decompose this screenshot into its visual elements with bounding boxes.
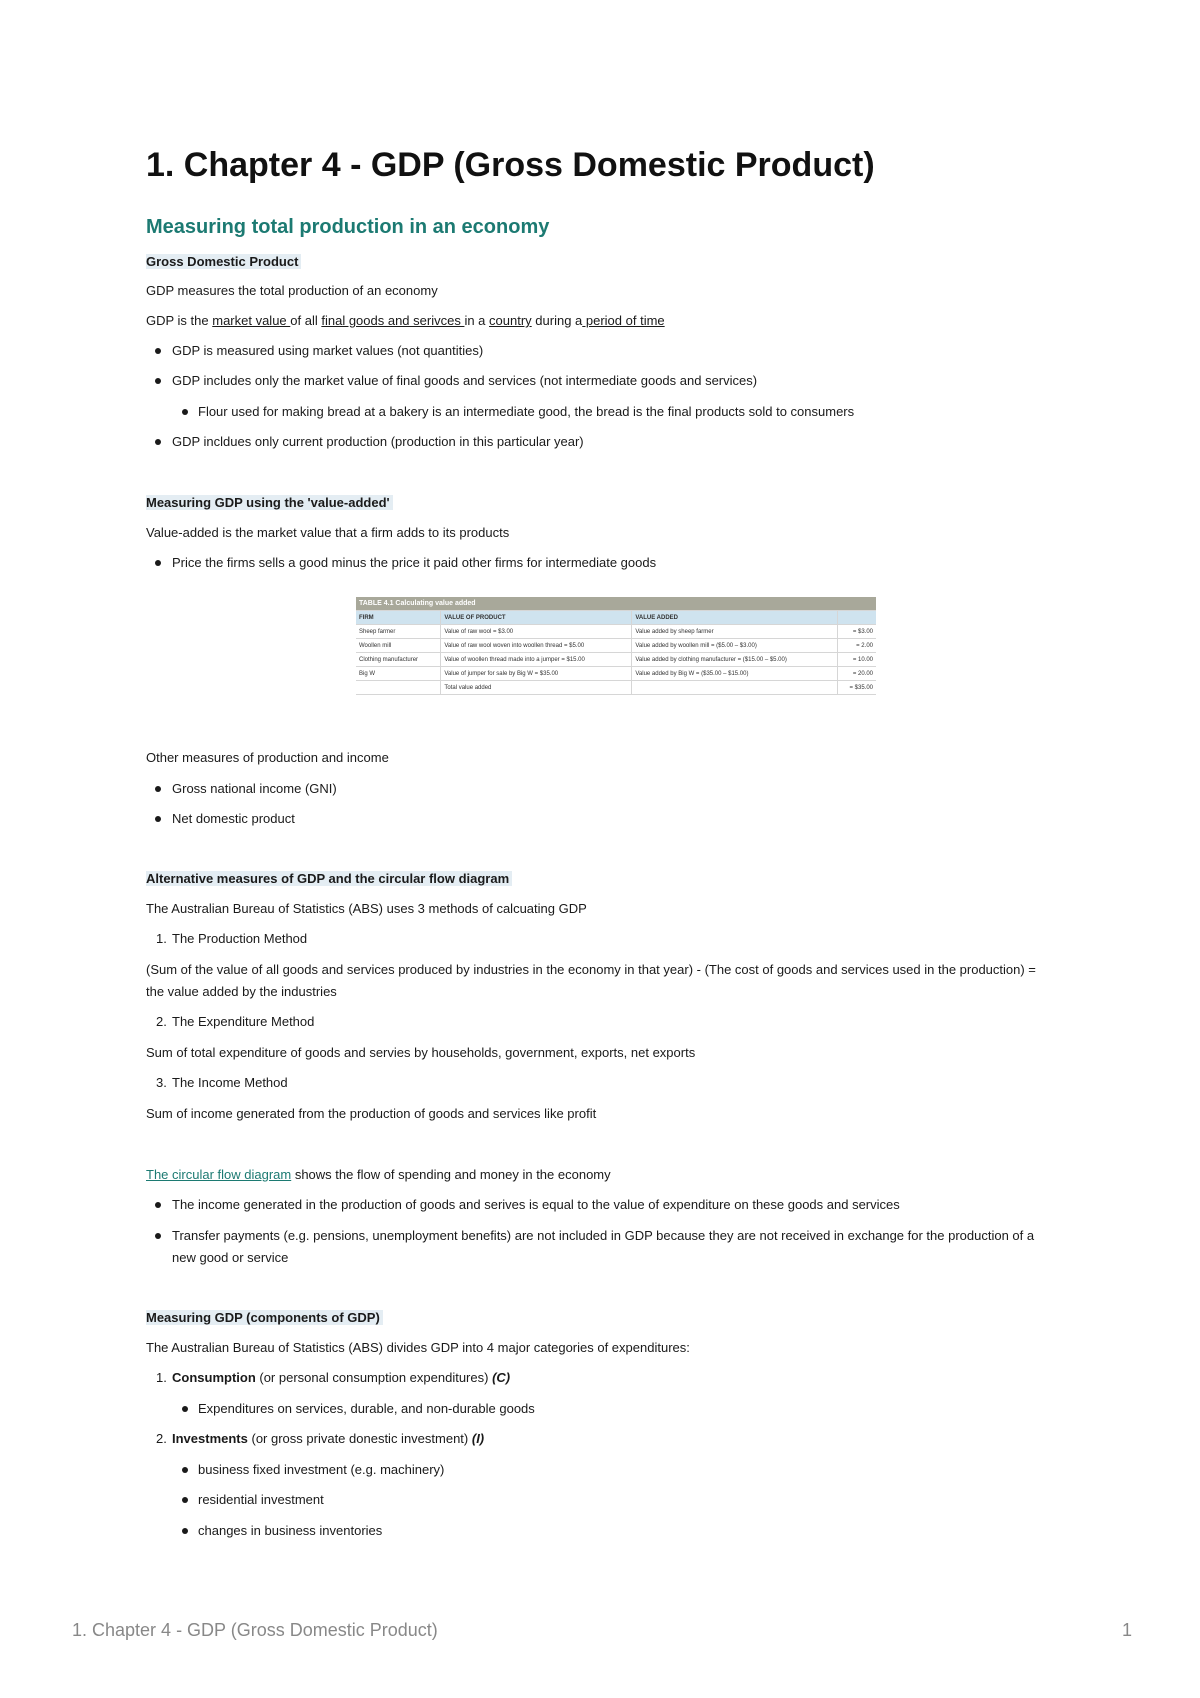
component-consumption: 1. Consumption (or personal consumption expenditures) (C) [156, 1370, 511, 1385]
gdp-subbullet-1: Flour used for making bread at a bakery is an intermediate good, the bread is the final products sold to consumers [146, 401, 854, 423]
other-bullet-1: Gross national income (GNI) [146, 778, 337, 800]
alternative-label: Alternative measures of GDP and the circular flow diagram [146, 868, 512, 890]
gdp-bullet-3: GDP incldues only current production (production in this particular year) [146, 431, 584, 453]
table-cell [632, 681, 837, 695]
table-cell: Woollen mill [356, 639, 441, 653]
value-added-line1: Value-added is the market value that a firm adds to its products [146, 525, 510, 540]
alternative-line1: The Australian Bureau of Statistics (ABS) uses 3 methods of calcuating GDP [146, 901, 587, 916]
table-cell: = 20.00 [837, 667, 876, 681]
page-number: 1 [1122, 1620, 1133, 1640]
circular-flow-link[interactable]: The circular flow diagram [146, 1167, 292, 1182]
table-header: VALUE OF PRODUCT [441, 611, 632, 625]
components-line1: The Australian Bureau of Statistics (ABS) divides GDP into 4 major categories of expenditures: [146, 1340, 690, 1355]
gdp-bullet-1: GDP is measured using market values (not quantities) [146, 340, 483, 362]
table-cell: Value of raw wool = $3.00 [441, 625, 632, 639]
method-1-text: (Sum of the value of all goods and services produced by industries in the economy in that year) - (The cost of goods and services used in the production) = the value added by the industries [146, 962, 1036, 999]
consumption-bullet: Expenditures on services, durable, and non-durable goods [146, 1398, 535, 1420]
circular-flow-line: The circular flow diagram shows the flow of spending and money in the economy [146, 1167, 611, 1182]
table-row [356, 653, 876, 667]
table-cell: Value added by clothing manufacturer = ($15.00 – $5.00) [632, 653, 837, 667]
method-3-text: Sum of income generated from the production of goods and services like profit [146, 1106, 597, 1121]
table-cell: Value added by sheep farmer [632, 625, 837, 639]
investment-bullet-1: business fixed investment (e.g. machinery) [146, 1459, 444, 1481]
table-header: VALUE ADDED [632, 611, 837, 625]
page-title: 1. Chapter 4 - GDP (Gross Domestic Product) [146, 146, 875, 184]
gdp-bullet-2: GDP includes only the market value of final goods and services (not intermediate goods and services) [146, 370, 757, 392]
table-cell: Value of woollen thread made into a jumper = $15.00 [441, 653, 632, 667]
table-row [356, 681, 876, 695]
investment-bullet-2: residential investment [146, 1489, 324, 1511]
circular-bullet-1: The income generated in the production of goods and serives is equal to the value of expenditure on these goods and services [146, 1194, 900, 1216]
table-row [356, 639, 876, 653]
other-bullet-2: Net domestic product [146, 808, 295, 830]
table-cell: = 10.00 [837, 653, 876, 667]
table-row [356, 667, 876, 681]
component-investments: 2. Investments (or gross private donestic investment) (I) [156, 1431, 485, 1446]
table-caption: TABLE 4.1 Calculating value added [356, 597, 876, 611]
table-cell: Sheep farmer [356, 625, 441, 639]
table-cell: Total value added [441, 681, 632, 695]
section-heading: Measuring total production in an economy [146, 216, 550, 238]
method-1: 1. The Production Method [156, 931, 308, 946]
components-label: Measuring GDP (components of GDP) [146, 1307, 383, 1329]
value-added-bullet: Price the firms sells a good minus the price it paid other firms for intermediate goods [146, 552, 656, 574]
method-2: 2. The Expenditure Method [156, 1014, 315, 1029]
investment-bullet-3: changes in business inventories [146, 1520, 382, 1542]
footer-title: 1. Chapter 4 - GDP (Gross Domestic Product) [72, 1620, 438, 1640]
table-cell: Value added by Big W = ($35.00 – $15.00) [632, 667, 837, 681]
value-added-table [356, 597, 876, 695]
table-cell [356, 681, 441, 695]
table-cell: Clothing manufacturer [356, 653, 441, 667]
gdp-label: Gross Domestic Product [146, 251, 301, 273]
table-cell: Big W [356, 667, 441, 681]
gdp-definition: GDP is the market value of all final goods and serivces in a country during a period of time [146, 313, 665, 328]
table-header: FIRM [356, 611, 441, 625]
gdp-line1: GDP measures the total production of an economy [146, 283, 438, 298]
value-added-label: Measuring GDP using the 'value-added' [146, 492, 393, 514]
table-cell: Value added by woollen mill = ($5.00 – $3.00) [632, 639, 837, 653]
table-cell: = $3.00 [837, 625, 876, 639]
table-row [356, 625, 876, 639]
table-header [837, 611, 876, 625]
table-cell: Value of raw wool woven into woollen thread = $5.00 [441, 639, 632, 653]
table-cell: Value of jumper for sale by Big W = $35.00 [441, 667, 632, 681]
other-measures-line: Other measures of production and income [146, 750, 389, 765]
circular-bullet-2: Transfer payments (e.g. pensions, unemployment benefits) are not included in GDP because they are not received in exchange for the production of a new good or service [146, 1225, 1052, 1269]
table-cell: = $35.00 [837, 681, 876, 695]
table-cell: = 2.00 [837, 639, 876, 653]
method-2-text: Sum of total expenditure of goods and servies by households, government, exports, net exports [146, 1045, 696, 1060]
method-3: 3. The Income Method [156, 1075, 288, 1090]
